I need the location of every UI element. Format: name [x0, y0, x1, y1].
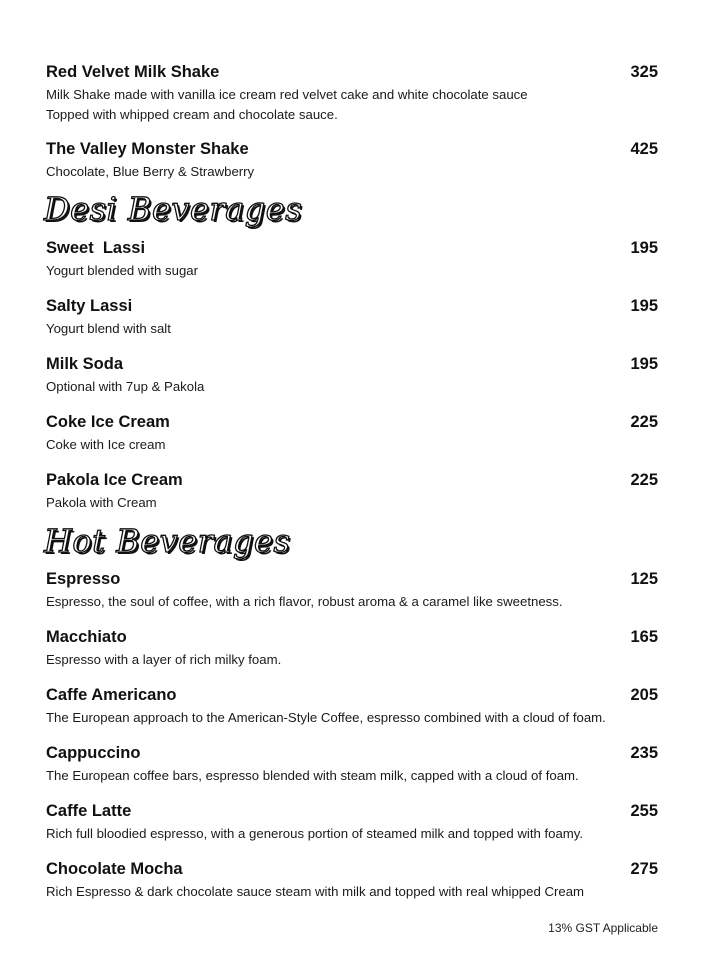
item-name: Pakola Ice Cream: [46, 471, 183, 489]
menu-item-macchiato: [46, 628, 658, 670]
menu-item-caffe-latte: [46, 802, 658, 844]
menu-item-sweet-lassi: [46, 239, 658, 281]
item-price: 195: [630, 297, 658, 315]
item-name: Cappuccino: [46, 744, 141, 762]
item-description: Topped with whipped cream and chocolate sauce.: [46, 107, 338, 122]
item-description: Milk Shake made with vanilla ice cream red velvet cake and white chocolate sauce: [46, 87, 528, 102]
item-description: Coke with Ice cream: [46, 437, 166, 452]
item-name: Milk Soda: [46, 355, 124, 373]
item-description: Yogurt blend with salt: [46, 321, 171, 336]
menu-item-espresso: [46, 570, 658, 612]
item-description: The European coffee bars, espresso blended with steam milk, capped with a cloud of foam.: [46, 768, 579, 783]
item-description: Espresso with a layer of rich milky foam.: [46, 652, 282, 667]
item-description: Pakola with Cream: [46, 495, 157, 510]
item-name: The Valley Monster Shake: [46, 140, 249, 158]
menu-item-caffe-americano: [46, 686, 658, 728]
item-name: Caffe Americano: [46, 686, 177, 704]
item-description: Espresso, the soul of coffee, with a rich flavor, robust aroma & a caramel like sweetness.: [46, 594, 563, 609]
gst-note: 13% GST Applicable: [548, 921, 658, 935]
item-description: Yogurt blended with sugar: [46, 263, 199, 278]
section-title-desi-beverages: Desi Beverages: [44, 190, 303, 228]
item-price: 255: [630, 802, 658, 820]
menu-item-cappuccino: [46, 744, 658, 786]
item-price: 165: [630, 628, 658, 646]
item-price: 275: [630, 860, 658, 878]
item-description: Optional with 7up & Pakola: [46, 379, 205, 394]
item-description: The European approach to the American-Style Coffee, espresso combined with a cloud of foam.: [46, 710, 606, 725]
item-price: 425: [630, 140, 658, 158]
menu-item-pakola-ice-cream: [46, 471, 658, 513]
item-name: Coke Ice Cream: [46, 413, 170, 431]
item-name: Salty Lassi: [46, 297, 133, 315]
item-price: 325: [630, 63, 658, 81]
item-price: 195: [630, 355, 658, 373]
item-name: Macchiato: [46, 628, 127, 646]
menu-item-coke-ice-cream: [46, 413, 658, 455]
menu-item-salty-lassi: [46, 297, 658, 339]
item-price: 195: [630, 239, 658, 257]
menu-item-chocolate-mocha: [46, 860, 658, 902]
item-name: Sweet Lassi: [46, 239, 146, 257]
item-name: Chocolate Mocha: [46, 860, 183, 878]
item-description: Chocolate, Blue Berry & Strawberry: [46, 164, 255, 179]
section-title-hot-beverages: Hot Beverages: [44, 522, 291, 560]
menu-item-milk-soda: [46, 355, 658, 397]
item-price: 205: [630, 686, 658, 704]
item-price: 125: [630, 570, 658, 588]
item-name: Caffe Latte: [46, 802, 132, 820]
item-description: Rich Espresso & dark chocolate sauce steam with milk and topped with real whipped Cream: [46, 884, 585, 899]
item-price: 235: [630, 744, 658, 762]
menu-item-red-velvet-milk-shake: [46, 63, 658, 125]
item-price: 225: [630, 413, 658, 431]
item-name: Espresso: [46, 570, 121, 588]
item-price: 225: [630, 471, 658, 489]
menu-item-valley-monster-shake: [46, 140, 658, 182]
item-description: Rich full bloodied espresso, with a generous portion of steamed milk and topped with foamy.: [46, 826, 584, 841]
item-name: Red Velvet Milk Shake: [46, 63, 220, 81]
